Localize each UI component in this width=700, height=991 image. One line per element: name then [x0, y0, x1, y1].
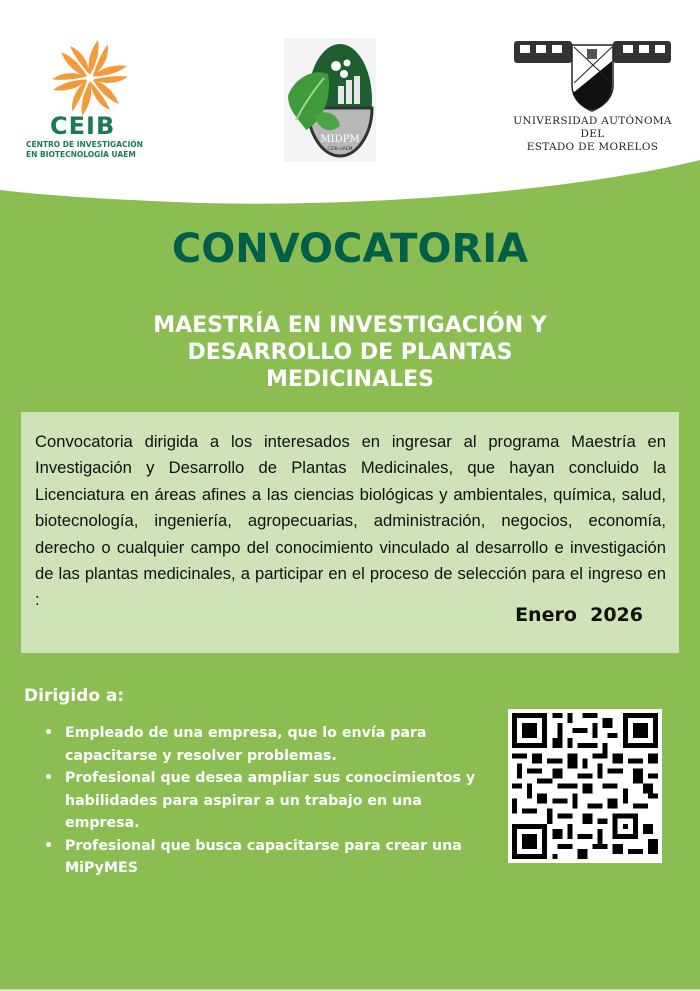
bullet-icon: •: [44, 725, 54, 741]
uaem-name-line1: UNIVERSIDAD AUTÓNOMA DEL: [513, 115, 672, 140]
audience-item-text: Empleado de una empresa, que lo envía para capacitarse y resolver problemas.: [65, 725, 427, 764]
qr-code-icon: [512, 713, 658, 859]
program-name: MAESTRÍA EN INVESTIGACIÓN Y DESARROLLO DE PLANTAS MEDICINALES: [153, 313, 547, 392]
midpm-acronym: MIDPM: [320, 134, 360, 145]
audience-list-item: [44, 835, 494, 880]
ceib-fullname: [26, 140, 143, 160]
qr-code[interactable]: [508, 709, 662, 863]
audience-item-text: Profesional que busca capacitarse para crear una MiPyMES: [65, 837, 462, 876]
uaem-name: [500, 115, 685, 154]
ceib-fullname-line2: EN BIOTECNOLOGÍA UAEM: [26, 150, 136, 159]
midpm-logo: [284, 38, 376, 162]
uaem-logo: [500, 35, 685, 153]
ceib-acronym: CEIB: [50, 112, 116, 140]
audience-item-text: Profesional que desea ampliar sus conocimientos y habilidades para aspirar a un trabajo en una empresa.: [65, 770, 476, 831]
dna-star-icon: [20, 30, 160, 115]
audience-list-item: [44, 767, 494, 835]
intake-date: Enero 2026: [515, 604, 643, 626]
bullet-icon: •: [44, 837, 54, 854]
audience-list: [44, 722, 494, 880]
bullet-icon: •: [44, 770, 54, 786]
uaem-crest-icon: [500, 35, 685, 113]
ceib-fullname-line1: CENTRO DE INVESTIGACIÓN: [26, 140, 143, 149]
leaf-capsule-icon: [284, 38, 376, 162]
uaem-name-line2: ESTADO DE MORELOS: [526, 141, 659, 153]
call-description-text: Convocatoria dirigida a los interesados en ingresar al programa Maestría en Investigación y Desarrollo de Plantas Medicinales, que hayan concluido la Licenciatura en áreas afines a las ciencias biológicas y ambientales, química, salud, biotecnología, ingeniería, agropecuarias, administración, negocios, economía, derecho o cualquier campo del conocimiento vinculado al desarrollo e investigación de las plantas medicinales, a participar en el proceso de selección para el ingreso en :: [35, 432, 666, 610]
audience-heading: Dirigido a:: [24, 686, 125, 706]
call-description-box: [21, 412, 679, 653]
audience-list-item: [44, 722, 494, 767]
ceib-logo: [20, 30, 160, 160]
midpm-sub: CEIB-UAEM: [327, 147, 353, 152]
page-title: CONVOCATORIA: [171, 226, 529, 272]
